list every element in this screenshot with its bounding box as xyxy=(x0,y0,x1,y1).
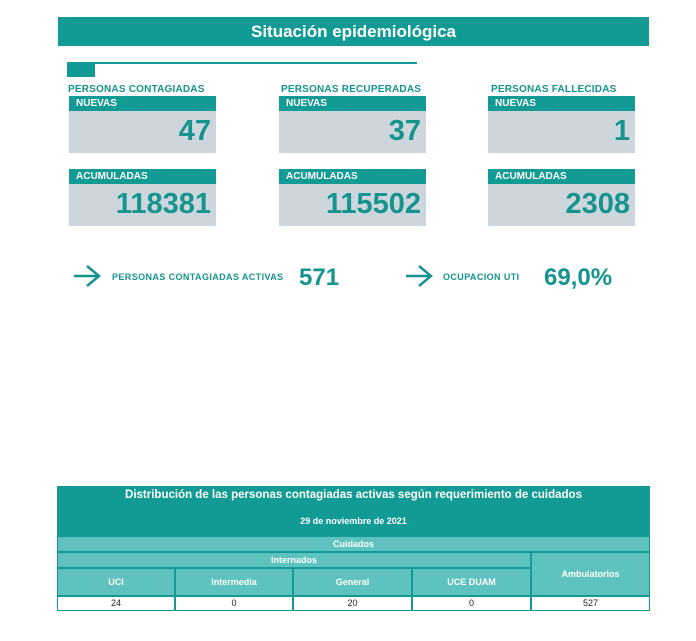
category-label-recuperadas: PERSONAS RECUPERADAS xyxy=(281,84,422,95)
table-cell: 0 xyxy=(413,597,530,610)
card-recuperadas-acumuladas xyxy=(279,169,426,226)
card-value: 1 xyxy=(613,115,630,147)
ambulatorios-header: Ambulatorios xyxy=(532,553,649,595)
decorative-line xyxy=(67,62,417,64)
table-cell: 24 xyxy=(58,597,174,610)
card-header: ACUMULADAS xyxy=(279,169,426,184)
category-label-fallecidas: PERSONAS FALLECIDAS xyxy=(491,84,617,95)
uti-value: 69,0% xyxy=(544,264,613,291)
card-header: ACUMULADAS xyxy=(488,169,635,184)
column-header: UCE DUAM xyxy=(413,569,530,595)
card-header: NUEVAS xyxy=(279,96,426,111)
arrow-right-icon xyxy=(404,263,434,289)
table-cell: 527 xyxy=(532,597,649,610)
card-fallecidas-nuevas xyxy=(488,96,635,153)
table-cell: 0 xyxy=(176,597,292,610)
card-value: 118381 xyxy=(115,188,211,220)
card-contagiadas-nuevas xyxy=(69,96,216,153)
decorative-block xyxy=(67,63,95,77)
card-header: NUEVAS xyxy=(69,96,216,111)
column-header: Intermedia xyxy=(176,569,292,595)
card-header: NUEVAS xyxy=(488,96,635,111)
column-header: General xyxy=(294,569,411,595)
card-contagiadas-acumuladas xyxy=(69,169,216,226)
activas-value: 571 xyxy=(299,264,340,291)
card-fallecidas-acumuladas xyxy=(488,169,635,226)
table-date: 29 de noviembre de 2021 xyxy=(300,516,407,526)
card-recuperadas-nuevas xyxy=(279,96,426,153)
table-title: Distribución de las personas contagiadas activas según requerimiento de cuidados xyxy=(125,489,582,501)
card-header: ACUMULADAS xyxy=(69,169,216,184)
category-label-contagiadas: PERSONAS CONTAGIADAS xyxy=(68,84,205,95)
page-title: Situación epidemiológica xyxy=(58,17,649,46)
internados-header: Internados xyxy=(58,553,530,567)
card-value: 2308 xyxy=(565,188,630,220)
column-header: UCI xyxy=(58,569,174,595)
activas-label: PERSONAS CONTAGIADAS ACTIVAS xyxy=(112,272,284,282)
card-value: 115502 xyxy=(325,188,421,220)
cuidados-table xyxy=(57,486,650,611)
uti-label: OCUPACION UTI xyxy=(443,272,520,282)
card-value: 47 xyxy=(178,115,211,147)
cuidados-header: Cuidados xyxy=(58,537,649,551)
card-value: 37 xyxy=(388,115,421,147)
table-cell: 20 xyxy=(294,597,411,610)
arrow-right-icon xyxy=(72,263,102,289)
